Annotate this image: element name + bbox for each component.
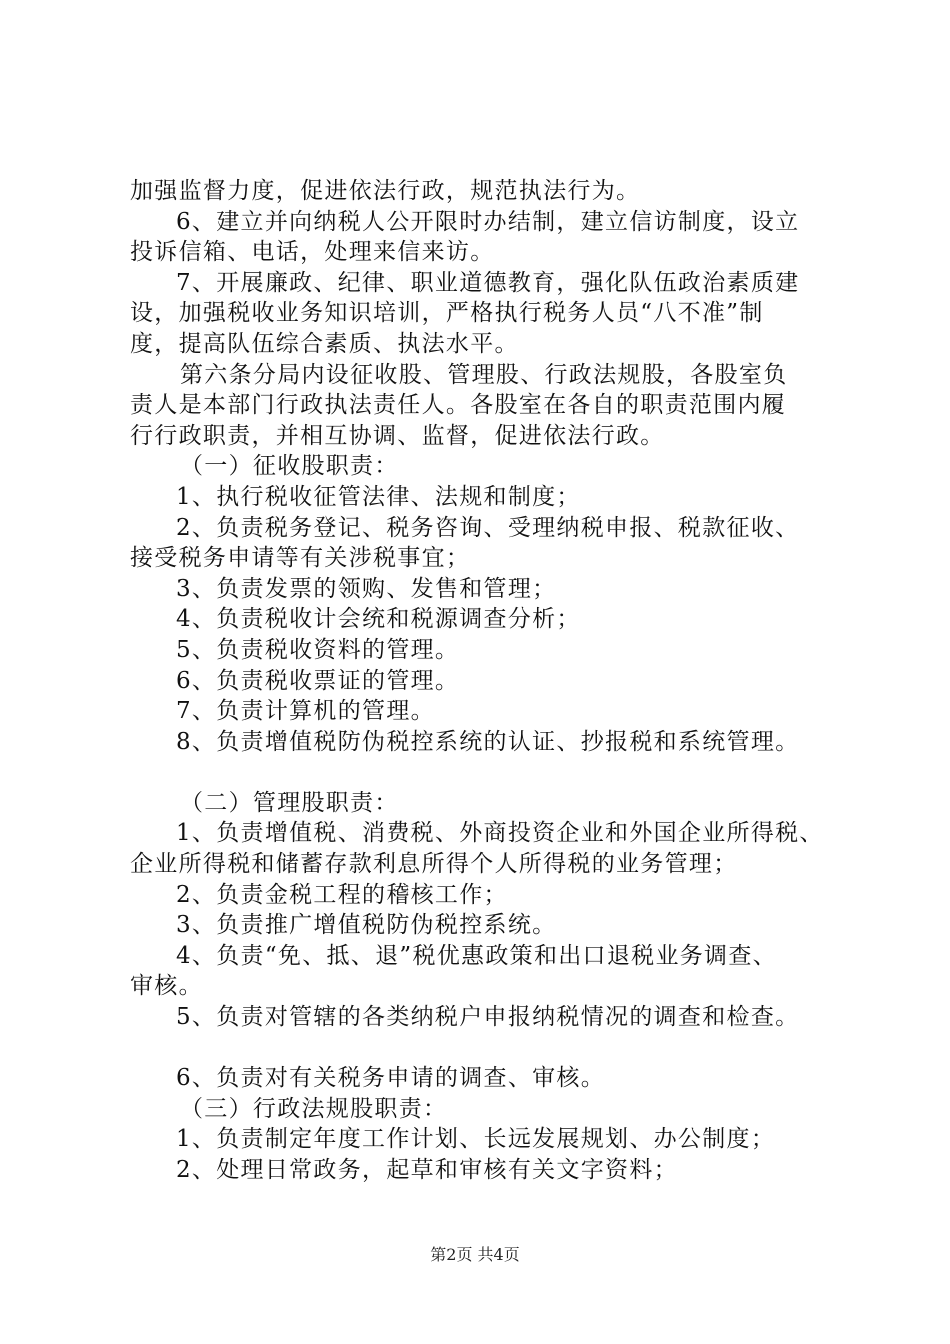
blank-line <box>130 757 835 788</box>
text-line: 8、负责增值税防伪税控系统的认证、抄报税和系统管理。 <box>176 728 800 755</box>
text-line: 6、负责对有关税务申请的调查、审核。 <box>176 1065 606 1092</box>
section-heading: （三）行政法规股职责： <box>180 1095 448 1122</box>
text-line: 1、负责制定年度工作计划、长远发展规划、办公制度； <box>176 1126 776 1153</box>
text-line: 2、负责金税工程的稽核工作； <box>176 881 508 908</box>
text-line: 设，加强税收业务知识培训，严格执行税务人员“八不准”制 <box>130 300 764 327</box>
text-line: 责人是本部门行政执法责任人。各股室在各自的职责范围内履 <box>130 392 787 419</box>
text-line: 6、建立并向纳税人公开限时办结制，建立信访制度，设立 <box>176 208 800 235</box>
blank-line <box>130 1033 835 1064</box>
section-heading: （一）征收股职责： <box>180 453 399 480</box>
text-line: 7、负责计算机的管理。 <box>176 698 435 725</box>
text-line: 投诉信箱、电话，处理来信来访。 <box>130 239 495 266</box>
text-line: 5、负责对管辖的各类纳税户申报纳税情况的调查和检查。 <box>176 1004 800 1031</box>
text-line: 加强监督力度，促进依法行政，规范执法行为。 <box>130 178 641 204</box>
text-line: 度，提高队伍综合素质、执法水平。 <box>130 330 519 357</box>
text-line: 接受税务申请等有关涉税事宜； <box>130 545 471 572</box>
text-line: 审核。 <box>130 973 203 1000</box>
page-number-footer: 第2页 共4页 <box>430 1245 520 1264</box>
text-line: 4、负责“免、抵、退”税优惠政策和出口退税业务调查、 <box>176 942 777 969</box>
text-line: 2、处理日常政务，起草和审核有关文字资料； <box>176 1157 678 1183</box>
text-line: 1、执行税收征管法律、法规和制度； <box>176 483 581 510</box>
text-line: 第六条分局内设征收股、管理股、行政法规股，各股室负 <box>180 361 788 388</box>
text-line: 企业所得税和储蓄存款利息所得个人所得税的业务管理； <box>130 851 738 878</box>
text-line: 3、负责发票的领购、发售和管理； <box>176 575 557 602</box>
document-body <box>130 176 835 1186</box>
text-line: 6、负责税收票证的管理。 <box>176 667 460 694</box>
text-line: 1、负责增值税、消费税、外商投资企业和外国企业所得税、 <box>176 820 824 847</box>
text-line: 行行政职责，并相互协调、监督，促进依法行政。 <box>130 422 665 449</box>
text-line: 5、负责税收资料的管理。 <box>176 636 460 663</box>
text-line: 4、负责税收计会统和税源调查分析； <box>176 606 581 633</box>
text-line: 3、负责推广增值税防伪税控系统。 <box>176 912 557 939</box>
section-heading: （二）管理股职责： <box>180 789 399 816</box>
text-line: 7、开展廉政、纪律、职业道德教育，强化队伍政治素质建 <box>176 269 800 296</box>
text-line: 2、负责税务登记、税务咨询、受理纳税申报、税款征收、 <box>176 514 800 541</box>
